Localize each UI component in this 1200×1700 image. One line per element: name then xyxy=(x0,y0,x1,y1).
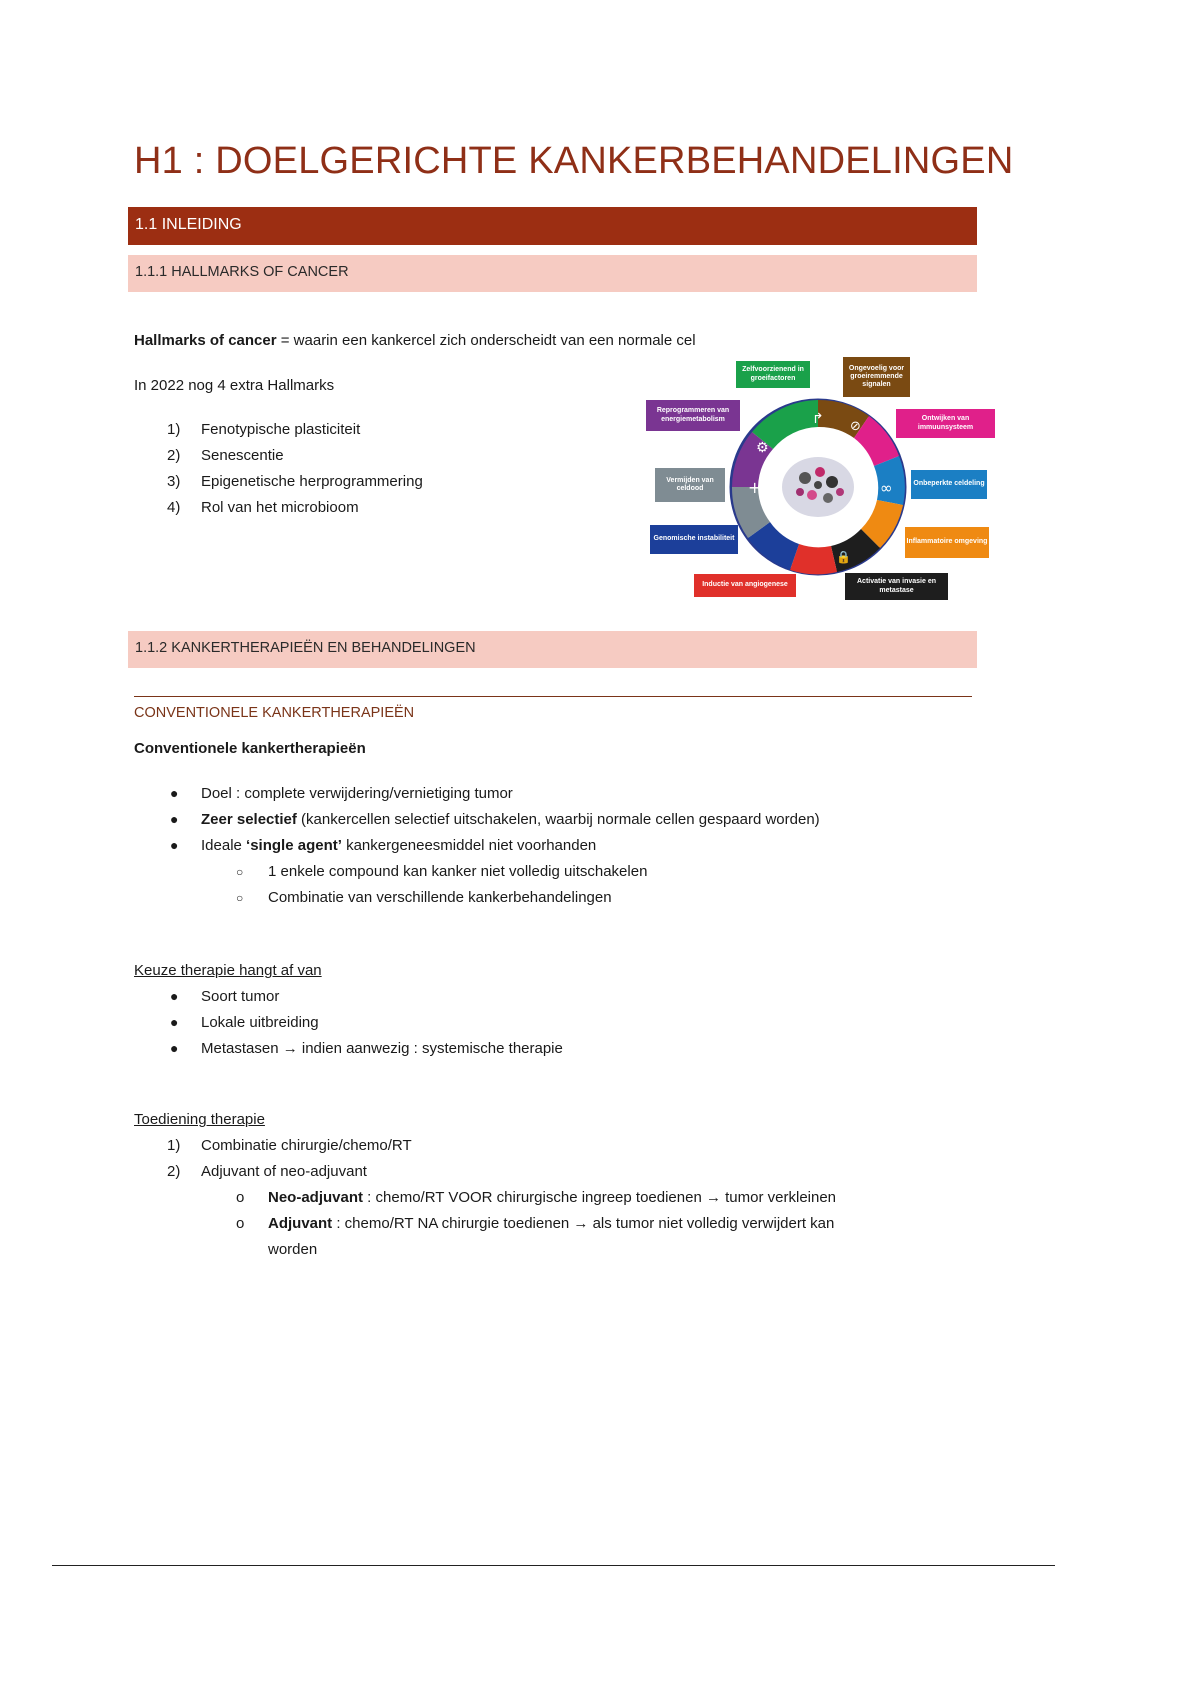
hallmark-label: Inductie van angiogenese xyxy=(694,574,796,597)
bullet: ● xyxy=(170,811,179,827)
bullet: ● xyxy=(170,785,179,801)
footer-rule xyxy=(52,1565,1055,1566)
hallmark-label: Activatie van invasie en metastase xyxy=(845,573,948,600)
keuze-heading: Keuze therapie hangt af van xyxy=(134,962,322,979)
subsection-header-label: 1.1.2 KANKERTHERAPIEËN EN BEHANDELINGEN xyxy=(135,640,476,656)
hallmarks-definition-text: = waarin een kankercel zich onderscheidt van een normale cel xyxy=(276,332,696,349)
list-number: 1) xyxy=(167,1137,181,1154)
hallmark-label: Ontwijken van immuunsysteem xyxy=(896,409,995,438)
subsection-header-therapieen xyxy=(128,631,977,668)
sub-list-item-continuation: worden xyxy=(268,1241,318,1258)
section-header-label: 1.1 INLEIDING xyxy=(135,216,242,233)
list-number: 4) xyxy=(167,499,181,516)
sub-list-item: Adjuvant : chemo/RT NA chirurgie toedienen → als tumor niet volledig verwijdert kan xyxy=(268,1215,835,1232)
hallmark-label: Genomische instabiliteit xyxy=(650,525,738,554)
list-item: Metastasen → indien aanwezig : systemische therapie xyxy=(201,1040,563,1057)
toediening-heading: Toediening therapie xyxy=(134,1111,265,1128)
sub-list-item: 1 enkele compound kan kanker niet volledig uitschakelen xyxy=(268,863,648,880)
list-number: 2) xyxy=(167,447,181,464)
list-number: 3) xyxy=(167,473,181,490)
list-item: Fenotypische plasticiteit xyxy=(201,421,361,438)
hallmark-label: Reprogrammeren van energiemetabolism xyxy=(646,400,740,431)
hallmark-label: Onbeperkte celdeling xyxy=(911,470,987,499)
sub-bullet: o xyxy=(236,1215,245,1232)
subsection-header-hallmarks xyxy=(128,255,977,292)
list-item: Combinatie chirurgie/chemo/RT xyxy=(201,1137,412,1154)
list-item: Soort tumor xyxy=(201,988,280,1005)
hallmark-label: Zelfvoorzienend in groeifactoren xyxy=(736,361,810,388)
list-number: 1) xyxy=(167,421,181,438)
conventional-heading: CONVENTIONELE KANKERTHERAPIEËN xyxy=(134,705,415,721)
conventional-subheading: Conventionele kankertherapieën xyxy=(134,740,366,757)
hallmark-label: Ongevoelig voor groeiremmende signalen xyxy=(843,357,910,397)
list-item: Adjuvant of neo-adjuvant xyxy=(201,1163,367,1180)
sub-bullet: ○ xyxy=(236,865,244,879)
keuze-list xyxy=(0,988,1000,1068)
hallmarks-list xyxy=(0,421,640,531)
sub-list-item: Neo-adjuvant : chemo/RT VOOR chirurgische ingreep toedienen → tumor verkleinen xyxy=(268,1189,837,1206)
hallmarks-diagram xyxy=(640,350,1000,605)
list-item: Lokale uitbreiding xyxy=(201,1014,319,1031)
arrow-icon: ↱ xyxy=(812,411,824,427)
bullet: ● xyxy=(170,1014,179,1030)
section-header-inleiding xyxy=(128,207,977,245)
tumor-cluster xyxy=(782,457,854,517)
subsection-header-label: 1.1.1 HALLMARKS OF CANCER xyxy=(135,264,349,280)
page-title: H1 : DOELGERICHTE KANKERBEHANDELINGEN xyxy=(134,140,1014,182)
bullet: ● xyxy=(170,837,179,853)
hallmarks-definition xyxy=(134,332,696,349)
list-item: Zeer selectief (kankercellen selectief uitschakelen, waarbij normale cellen gespaard worden) xyxy=(201,811,820,828)
list-item: Epigenetische herprogrammering xyxy=(201,473,423,490)
gear-icon: ⚙ xyxy=(756,440,769,456)
sub-bullet: o xyxy=(236,1189,245,1206)
list-item: Senescentie xyxy=(201,447,284,464)
bullet: ● xyxy=(170,988,179,1004)
list-item: Ideale ‘single agent’ kankergeneesmiddel niet voorhanden xyxy=(201,837,597,854)
list-item: Rol van het microbioom xyxy=(201,499,359,516)
list-number: 2) xyxy=(167,1163,181,1180)
hallmarks-intro: In 2022 nog 4 extra Hallmarks xyxy=(134,377,335,394)
forbidden-icon: ⊘ xyxy=(850,419,861,434)
bullet: ● xyxy=(170,1040,179,1056)
conventional-list xyxy=(0,785,1000,910)
sub-list-item: Combinatie van verschillende kankerbehandelingen xyxy=(268,889,612,906)
hallmark-label: Vermijden van celdood xyxy=(655,468,725,502)
lock-icon: 🔒 xyxy=(836,550,851,564)
toediening-list xyxy=(0,1137,1000,1267)
hallmark-label: Inflammatoire omgeving xyxy=(905,527,989,558)
infinity-icon: ∞ xyxy=(880,479,893,497)
hallmarks-term: Hallmarks of cancer xyxy=(134,332,277,349)
list-item: Doel : complete verwijdering/vernietiging tumor xyxy=(201,785,513,802)
sub-bullet: ○ xyxy=(236,891,244,905)
divider xyxy=(134,696,972,697)
plus-icon: + xyxy=(748,478,762,497)
